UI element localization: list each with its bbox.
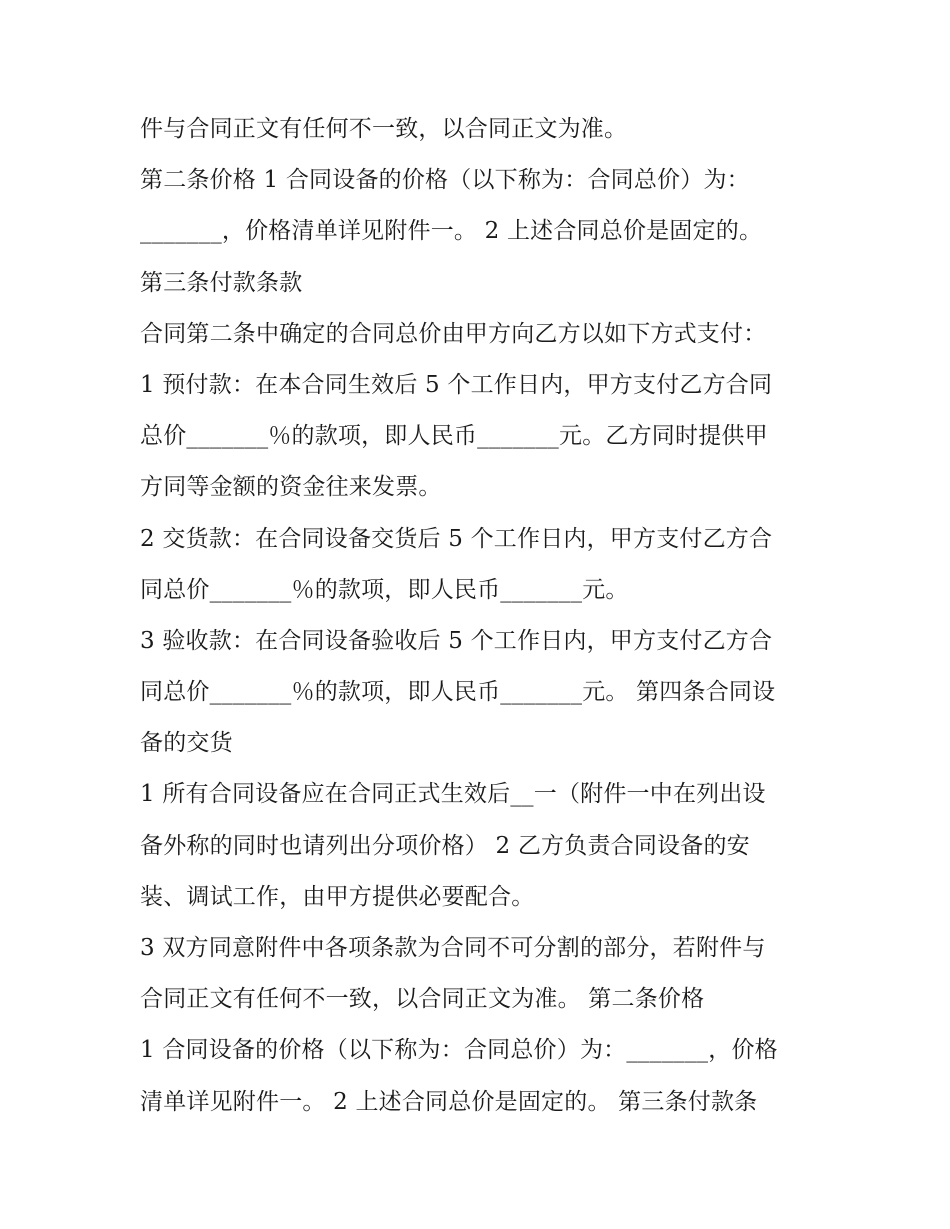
- text-line: 总价_______％的款项，即人民币_______元。乙方同时提供甲: [140, 423, 768, 450]
- text-line: 件与合同正文有任何不一致，以合同正文为准。: [140, 116, 628, 142]
- text-line: 1 预付款：在本合同生效后 5 个工作日内，甲方支付乙方合同: [140, 371, 773, 398]
- text-line: 装、调试工作，由甲方提供必要配合。: [140, 883, 535, 910]
- text-line: 2 交货款：在合同设备交货后 5 个工作日内，甲方支付乙方合: [140, 525, 773, 552]
- text-line: _______，价格清单详见附件一。 2 上述合同总价是固定的。: [140, 218, 763, 245]
- text-line: 清单详见附件一。 2 上述合同总价是固定的。 第三条付款条: [140, 1088, 758, 1115]
- text-line: 1 所有合同设备应在合同正式生效后__一（附件一中在列出设: [140, 781, 766, 808]
- text-line: 备的交货: [140, 730, 233, 757]
- text-line: 3 双方同意附件中各项条款为合同不可分割的部分，若附件与: [140, 935, 766, 961]
- contract-text-body: [140, 104, 820, 1128]
- text-line: 同总价_______％的款项，即人民币_______元。: [140, 576, 629, 603]
- text-line: 方同等金额的资金往来发票。: [140, 474, 442, 501]
- text-line: 备外称的同时也请列出分项价格） 2 乙方负责合同设备的安: [140, 832, 750, 859]
- text-line: 同总价_______％的款项，即人民币_______元。 第四条合同设: [140, 679, 776, 706]
- text-line: 合同正文有任何不一致，以合同正文为准。 第二条价格: [140, 986, 705, 1013]
- section-heading: 第三条付款条款: [140, 269, 303, 296]
- text-line: 1 合同设备的价格（以下称为：合同总价）为：_______，价格: [140, 1037, 778, 1064]
- text-line: 合同第二条中确定的合同总价由甲方向乙方以如下方式支付：: [140, 320, 767, 347]
- text-line: 3 验收款：在合同设备验收后 5 个工作日内，甲方支付乙方合: [140, 627, 773, 654]
- text-line: 第二条价格 1 合同设备的价格（以下称为：合同总价）为：: [140, 167, 750, 194]
